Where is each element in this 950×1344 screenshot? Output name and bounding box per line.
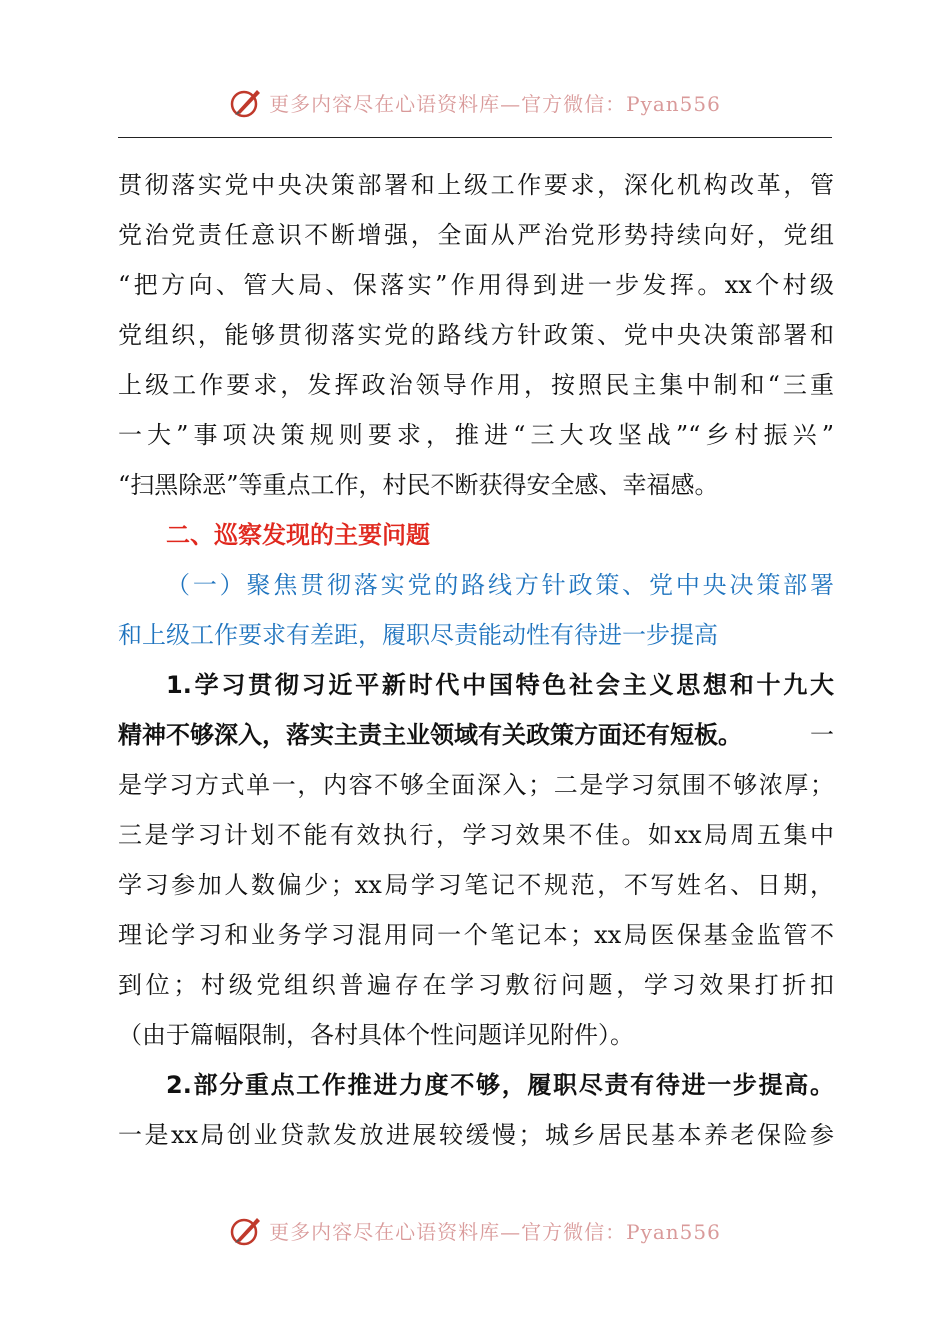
quill-pen-logo-icon	[229, 1213, 263, 1247]
item1-body-line: 到位；村级党组织普遍存在学习敷衍问题，学习效果打折扣	[118, 971, 834, 999]
item1-body-line: 理论学习和业务学习混用同一个笔记本；xx局医保基金监管不	[118, 921, 834, 949]
item1-body-line: 是学习方式单一，内容不够全面深入；二是学习氛围不够浓厚；	[118, 771, 834, 799]
item1-body-line: （由于篇幅限制，各村具体个性问题详见附件）。	[118, 1021, 634, 1049]
item1-body-start: 一	[810, 721, 834, 749]
para1-line: “把方向、管大局、保落实”作用得到进一步发挥。xx个村级	[118, 271, 834, 299]
item1-title-line	[118, 710, 834, 760]
header-rule	[118, 137, 832, 138]
item2-title-line: 2.部分重点工作推进力度不够，履职尽责有待进一步提高。	[166, 1071, 834, 1099]
section-heading: 二、巡察发现的主要问题	[166, 521, 430, 549]
item1-body-line: 学习参加人数偏少；xx局学习笔记不规范，不写姓名、日期，	[118, 871, 834, 899]
footer-banner-text: 更多内容尽在心语资料库—官方微信：Pyan556	[269, 1219, 721, 1244]
document-body	[118, 160, 834, 1160]
para1-line: “扫黑除恶”等重点工作，村民不断获得安全感、幸福感。	[118, 471, 719, 499]
item1-title-line: 1.学习贯彻习近平新时代中国特色社会主义思想和十九大	[166, 671, 834, 699]
para1-line: 一大”事项决策规则要求，推进“三大攻坚战”“乡村振兴”	[118, 421, 834, 449]
header-banner	[0, 84, 950, 120]
item1-title-text: 精神不够深入，落实主责主业领域有关政策方面还有短板。	[118, 721, 742, 749]
para1-line: 党组织，能够贯彻落实党的路线方针政策、党中央决策部署和	[118, 321, 834, 349]
item1-body-line: 三是学习计划不能有效执行，学习效果不佳。如xx局周五集中	[118, 821, 834, 849]
para1-line: 上级工作要求，发挥政治领导作用，按照民主集中制和“三重	[118, 371, 834, 399]
item2-body-line: 一是xx局创业贷款发放进展较缓慢；城乡居民基本养老保险参	[118, 1121, 834, 1149]
subsection-heading-line: 和上级工作要求有差距，履职尽责能动性有待进一步提高	[118, 621, 718, 649]
quill-pen-logo-icon	[229, 85, 263, 119]
subsection-heading-line: （一）聚焦贯彻落实党的路线方针政策、党中央决策部署	[166, 571, 834, 599]
para1-line: 党治党责任意识不断增强，全面从严治党形势持续向好，党组	[118, 221, 834, 249]
footer-banner	[0, 1212, 950, 1248]
header-banner-text: 更多内容尽在心语资料库—官方微信：Pyan556	[269, 91, 721, 116]
para1-line: 贯彻落实党中央决策部署和上级工作要求，深化机构改革，管	[118, 171, 834, 199]
